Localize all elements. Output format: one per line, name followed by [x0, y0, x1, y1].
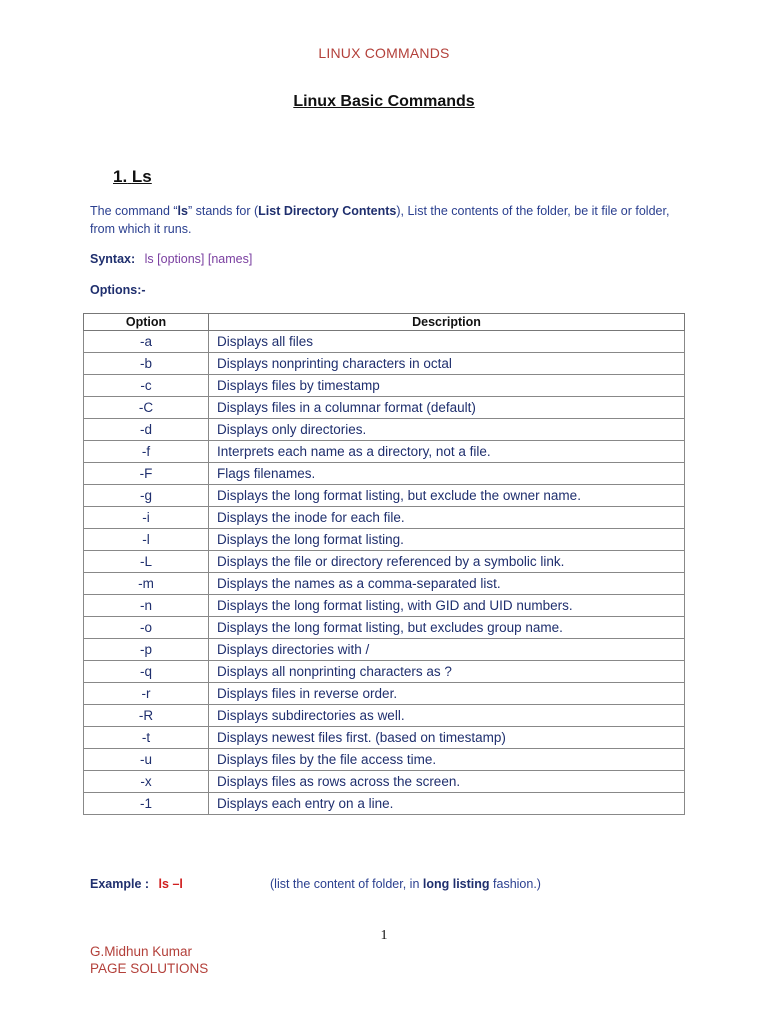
footer-org: PAGE SOLUTIONS [90, 961, 209, 976]
syntax-line [90, 252, 252, 266]
option-description: Displays files in reverse order. [209, 683, 685, 705]
column-header-description: Description [209, 314, 685, 331]
table-row [84, 463, 685, 485]
section-name: Ls [131, 167, 152, 186]
options-table [83, 313, 685, 815]
option-description: Displays directories with / [209, 639, 685, 661]
option-description: Displays subdirectories as well. [209, 705, 685, 727]
option-description: Displays the file or directory referenced by a symbolic link. [209, 551, 685, 573]
option-description: Displays files by timestamp [209, 375, 685, 397]
intro-text-2: ” stands for ( [187, 204, 259, 218]
footer [90, 943, 208, 977]
intro-term: List Directory Contents [258, 204, 397, 218]
option-description: Displays the long format listing, with GID and UID numbers. [209, 595, 685, 617]
table-row [84, 441, 685, 463]
intro-text-3: ), List the contents of the folder, be it file or folder, from which it runs. [90, 204, 670, 236]
table-row [84, 485, 685, 507]
option-flag: -p [84, 639, 209, 661]
example-note-bold: long listing [422, 877, 490, 891]
option-flag: -u [84, 749, 209, 771]
option-description: Displays all files [209, 331, 685, 353]
table-row [84, 375, 685, 397]
option-description: Displays the long format listing, but excludes group name. [209, 617, 685, 639]
option-description: Displays newest files first. (based on timestamp) [209, 727, 685, 749]
syntax-label: Syntax: [90, 252, 136, 266]
option-description: Displays nonprinting characters in octal [209, 353, 685, 375]
option-description: Flags filenames. [209, 463, 685, 485]
table-row [84, 661, 685, 683]
table-row [84, 529, 685, 551]
option-flag: -n [84, 595, 209, 617]
syntax-value: ls [options] [names] [144, 252, 253, 266]
options-table-body [84, 331, 685, 815]
table-row [84, 727, 685, 749]
example-command: ls –l [158, 877, 183, 891]
intro-paragraph [90, 203, 680, 238]
table-row [84, 771, 685, 793]
table-row [84, 353, 685, 375]
option-flag: -F [84, 463, 209, 485]
option-flag: -c [84, 375, 209, 397]
option-description: Displays the long format listing, but exclude the owner name. [209, 485, 685, 507]
table-row [84, 639, 685, 661]
table-row [84, 749, 685, 771]
table-header-row [84, 314, 685, 331]
example-line [90, 877, 541, 891]
option-flag: -o [84, 617, 209, 639]
table-row [84, 507, 685, 529]
option-description: Displays only directories. [209, 419, 685, 441]
option-flag: -a [84, 331, 209, 353]
option-flag: -t [84, 727, 209, 749]
intro-text-1: The command “ [90, 204, 178, 218]
table-row [84, 793, 685, 815]
option-flag: -x [84, 771, 209, 793]
running-header: LINUX COMMANDS [318, 45, 450, 61]
column-header-option: Option [84, 314, 209, 331]
option-description: Displays the names as a comma-separated list. [209, 573, 685, 595]
section-heading [113, 167, 152, 187]
table-row [84, 683, 685, 705]
option-flag: -L [84, 551, 209, 573]
option-description: Displays files by the file access time. [209, 749, 685, 771]
option-flag: -d [84, 419, 209, 441]
option-flag: -i [84, 507, 209, 529]
option-flag: -C [84, 397, 209, 419]
table-row [84, 419, 685, 441]
page-number: 1 [380, 928, 388, 943]
option-flag: -g [84, 485, 209, 507]
table-row [84, 573, 685, 595]
table-row [84, 617, 685, 639]
option-description: Displays files as rows across the screen. [209, 771, 685, 793]
example-note-post: fashion.) [489, 877, 541, 891]
option-flag: -m [84, 573, 209, 595]
footer-author: G.Midhun Kumar [90, 944, 193, 959]
table-row [84, 705, 685, 727]
option-description: Displays all nonprinting characters as ? [209, 661, 685, 683]
section-number: 1. [113, 167, 128, 186]
option-description: Displays the long format listing. [209, 529, 685, 551]
option-flag: -r [84, 683, 209, 705]
table-row [84, 551, 685, 573]
option-flag: -b [84, 353, 209, 375]
table-row [84, 397, 685, 419]
options-label: Options:- [90, 283, 146, 297]
page-title: Linux Basic Commands [293, 93, 475, 110]
intro-command: ls [177, 204, 188, 218]
table-row [84, 595, 685, 617]
option-flag: -1 [84, 793, 209, 815]
example-label: Example : [90, 877, 150, 891]
option-flag: -R [84, 705, 209, 727]
example-note [270, 877, 541, 891]
option-flag: -f [84, 441, 209, 463]
option-description: Displays each entry on a line. [209, 793, 685, 815]
option-flag: -l [84, 529, 209, 551]
option-description: Displays files in a columnar format (default) [209, 397, 685, 419]
option-description: Interprets each name as a directory, not a file. [209, 441, 685, 463]
table-row [84, 331, 685, 353]
option-description: Displays the inode for each file. [209, 507, 685, 529]
option-flag: -q [84, 661, 209, 683]
example-note-pre: (list the content of folder, in [270, 877, 423, 891]
